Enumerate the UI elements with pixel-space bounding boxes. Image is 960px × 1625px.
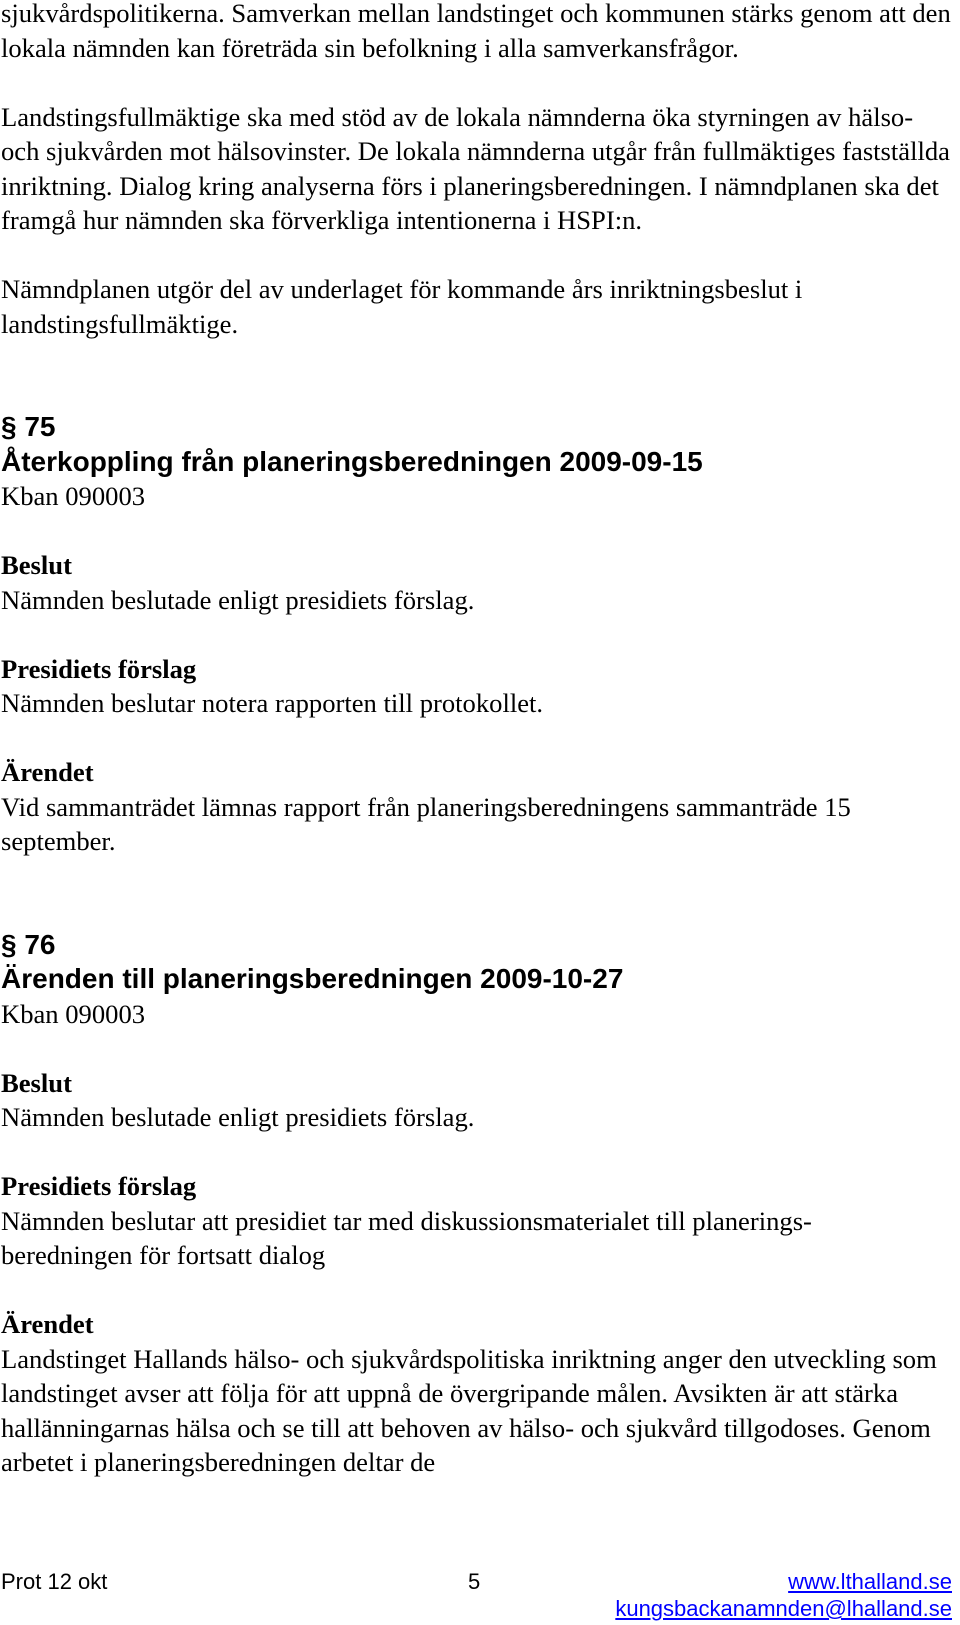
section-75-reference: Kban 090003	[1, 481, 146, 511]
paragraph-spacer	[1, 1135, 956, 1170]
paragraph-spacer	[1, 1273, 956, 1308]
intro-paragraph-1: sjukvårdspolitikerna. Samverkan mellan landstinget och kommunen stärks genom att den lokala nämnden kan företräda sin befolkning i alla samverkansfrågor.	[1, 0, 951, 63]
section-76-forslag-line-1: Nämnden beslutar att presidiet tar med diskussionsmaterialet till planerings-	[1, 1205, 812, 1236]
footer-protocol-label: Prot 12 okt	[1, 1569, 108, 1594]
paragraph-spacer	[1, 721, 956, 756]
section-75-beslut-text: Nämnden beslutade enligt presidiets förslag.	[1, 584, 475, 615]
page-footer	[0, 1560, 960, 1625]
intro-paragraph-3: Nämndplanen utgör del av underlaget för kommande års inriktningsbeslut i landstingsfullmäktige.	[1, 274, 803, 339]
section-spacer	[1, 341, 956, 410]
paragraph-spacer	[1, 65, 956, 100]
section-75-arendet-heading: Ärendet	[1, 757, 94, 787]
section-75	[1, 410, 956, 859]
section-75-number: § 75	[1, 411, 56, 442]
section-76-number: § 76	[1, 928, 56, 960]
footer-links	[615, 1568, 952, 1622]
footer-email-link[interactable]: kungsbackanamnden@lhalland.se	[615, 1596, 952, 1621]
section-75-arendet-text: Vid sammanträdet lämnas rapport från planeringsberedningens sammanträde 15 september.	[1, 791, 851, 856]
section-76-arendet-heading: Ärendet	[1, 1309, 94, 1339]
section-75-beslut-heading: Beslut	[1, 550, 72, 580]
section-76-arendet-text: Landstinget Hallands hälso- och sjukvårdspolitiska inriktning anger den utveckling som landstinget avser att följa för att uppnå de övergripande målen. Avsikten är att stärka hallänningarnas hälsa och se till att behoven av hälso- och sjukvård tillgodoses. Genom arbetet i planeringsberedningen deltar de	[1, 1343, 937, 1477]
section-76-title: Ärenden till planeringsberedningen 2009-10-27	[1, 963, 624, 994]
section-76	[1, 928, 956, 1480]
footer-page-number: 5	[468, 1569, 481, 1594]
section-75-forslag-text: Nämnden beslutar notera rapporten till protokollet.	[1, 688, 544, 718]
section-spacer	[1, 859, 956, 928]
paragraph-spacer	[1, 238, 956, 273]
section-76-beslut-text: Nämnden beslutade enligt presidiets förslag.	[1, 1102, 475, 1132]
paragraph-spacer	[1, 617, 956, 652]
paragraph-spacer	[1, 1031, 956, 1066]
footer-website-link[interactable]: www.lthalland.se	[788, 1569, 952, 1594]
section-75-title: Återkoppling från planeringsberedningen 2009-09-15	[1, 445, 703, 477]
section-75-forslag-heading: Presidiets förslag	[1, 653, 197, 684]
section-76-forslag-line-2: beredningen för fortsatt dialog	[1, 1240, 326, 1270]
section-76-forslag-heading: Presidiets förslag	[1, 1171, 197, 1201]
document-body	[1, 0, 956, 1480]
paragraph-spacer	[1, 514, 956, 549]
intro-paragraph-2: Landstingsfullmäktige ska med stöd av de lokala nämnderna öka styrningen av hälso- och sjukvården mot hälsovinster. De lokala nämnderna utgår från fullmäktiges fastställda inriktning. Dialog kring analyserna förs i planeringsberedningen. I nämndplanen ska det framgå hur nämnden ska förverkliga intentionerna i HSPI:n.	[1, 101, 950, 235]
section-76-reference: Kban 090003	[1, 998, 146, 1029]
section-76-beslut-heading: Beslut	[1, 1067, 72, 1098]
